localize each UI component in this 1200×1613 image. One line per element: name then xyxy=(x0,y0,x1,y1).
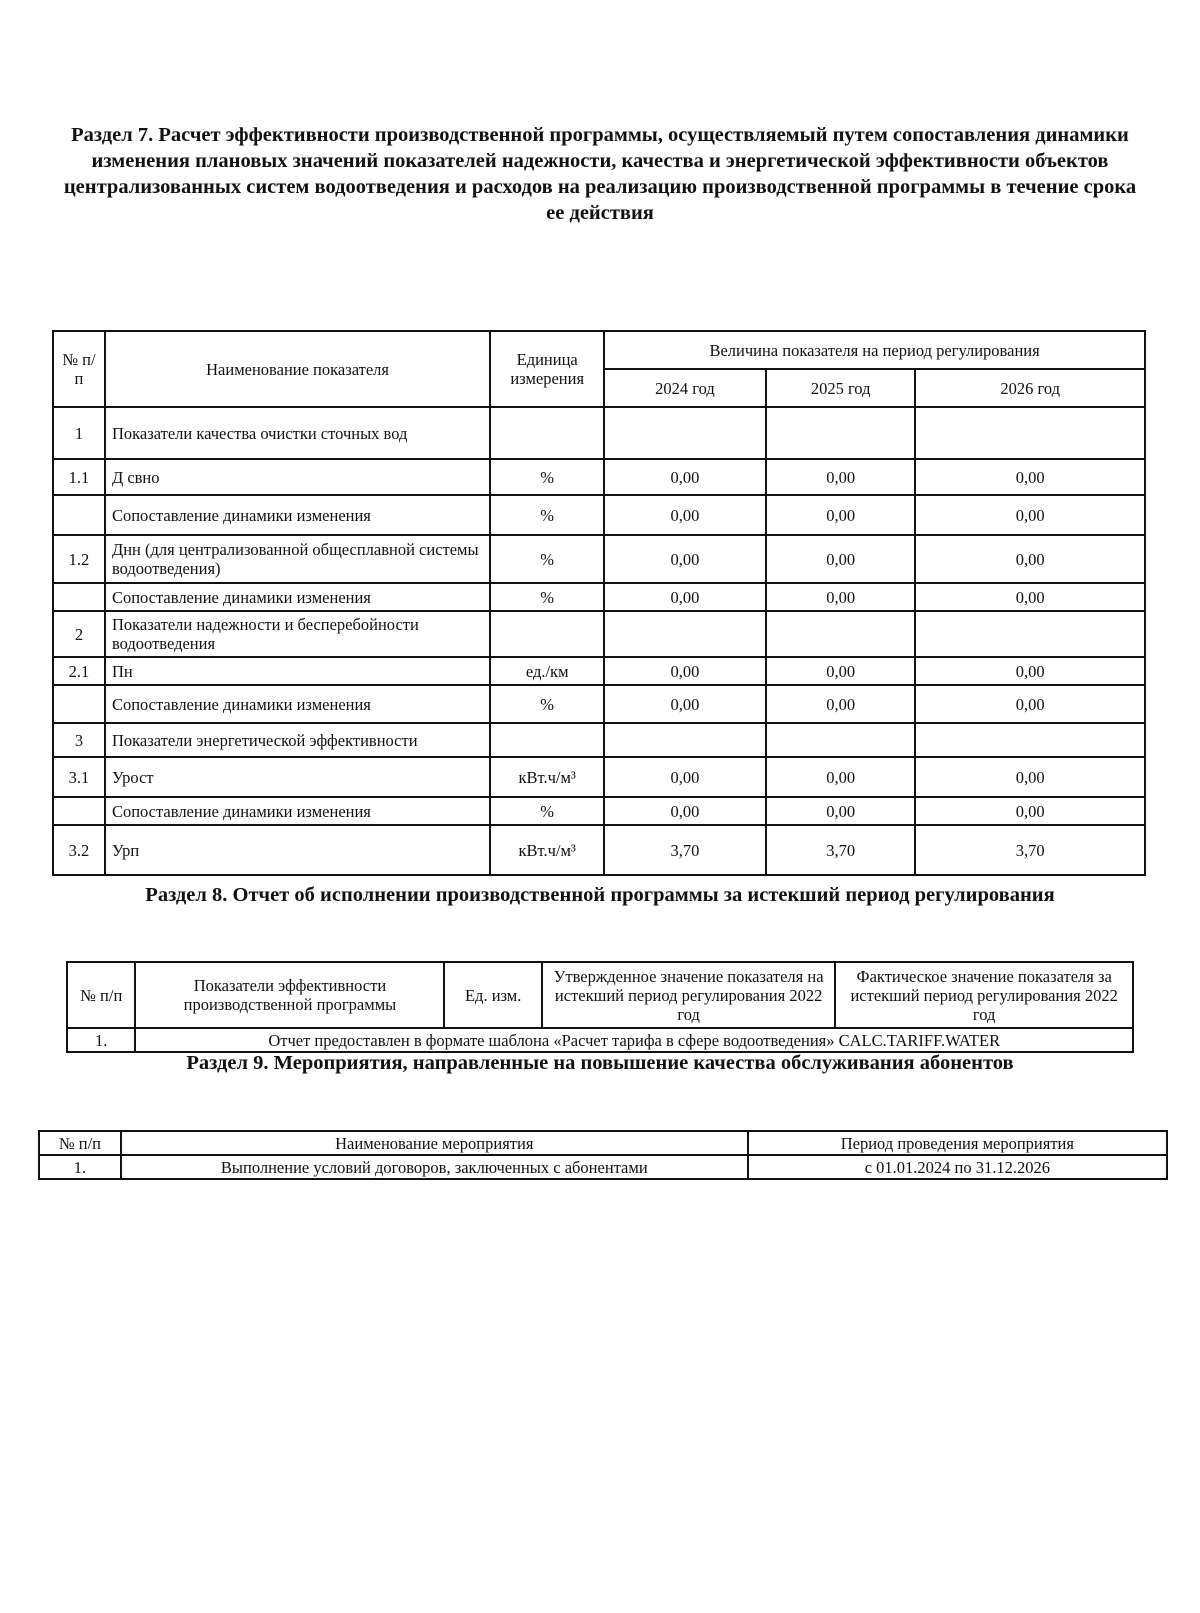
row-unit xyxy=(490,611,604,657)
row-name: Сопоставление динамики изменения xyxy=(105,583,490,611)
row-value-2025: 0,00 xyxy=(766,459,916,495)
row-unit: кВт.ч/м³ xyxy=(490,825,604,875)
row-value-2024 xyxy=(604,611,766,657)
row-value-2024: 0,00 xyxy=(604,459,766,495)
row-unit: % xyxy=(490,459,604,495)
table-row xyxy=(53,495,1145,535)
section7-table xyxy=(52,330,1146,876)
section9-table xyxy=(38,1130,1168,1180)
row-value-2025 xyxy=(766,407,916,459)
row-value-2026: 0,00 xyxy=(915,685,1145,723)
row-num xyxy=(53,495,105,535)
row-name: Днн (для централизованной общесплавной системы водоотведения) xyxy=(105,535,490,583)
row-num xyxy=(53,797,105,825)
row-value-2025: 3,70 xyxy=(766,825,916,875)
row-value-2025 xyxy=(766,723,916,757)
table-row xyxy=(53,685,1145,723)
row-value-2025: 0,00 xyxy=(766,583,916,611)
row-num: 3.1 xyxy=(53,757,105,797)
s8-header-unit: Ед. изм. xyxy=(444,962,541,1028)
row-num: 3.2 xyxy=(53,825,105,875)
row-value-2024: 0,00 xyxy=(604,495,766,535)
row-value-2025: 0,00 xyxy=(766,797,916,825)
row-unit xyxy=(490,723,604,757)
s9-header-name: Наименование мероприятия xyxy=(121,1131,748,1155)
row-value-2024 xyxy=(604,723,766,757)
row-value-2025: 0,00 xyxy=(766,495,916,535)
s8-header-num: № п/п xyxy=(67,962,135,1028)
s9-row-name: Выполнение условий договоров, заключенных с абонентами xyxy=(121,1155,748,1179)
row-value-2024: 0,00 xyxy=(604,757,766,797)
s8-row-text: Отчет предоставлен в формате шаблона «Расчет тарифа в сфере водоотведения» CALC.TARIFF.WATER xyxy=(135,1028,1133,1052)
row-value-2024: 0,00 xyxy=(604,657,766,685)
row-unit: ед./км xyxy=(490,657,604,685)
row-num: 2 xyxy=(53,611,105,657)
row-name: Пн xyxy=(105,657,490,685)
row-value-2026 xyxy=(915,407,1145,459)
header-year-2025: 2025 год xyxy=(766,369,916,407)
s8-header-name: Показатели эффективности производственной программы xyxy=(135,962,444,1028)
s9-header-num: № п/п xyxy=(39,1131,121,1155)
row-num xyxy=(53,685,105,723)
section8-table xyxy=(66,961,1134,1053)
table-row xyxy=(53,459,1145,495)
row-num: 1 xyxy=(53,407,105,459)
row-value-2024: 0,00 xyxy=(604,685,766,723)
row-name: Показатели качества очистки сточных вод xyxy=(105,407,490,459)
row-value-2025: 0,00 xyxy=(766,535,916,583)
table-row xyxy=(53,611,1145,657)
row-name: Сопоставление динамики изменения xyxy=(105,495,490,535)
row-value-2026: 0,00 xyxy=(915,583,1145,611)
row-value-2026: 0,00 xyxy=(915,757,1145,797)
row-num: 1.1 xyxy=(53,459,105,495)
row-unit: кВт.ч/м³ xyxy=(490,757,604,797)
row-num: 3 xyxy=(53,723,105,757)
row-value-2024: 0,00 xyxy=(604,535,766,583)
table-row xyxy=(53,583,1145,611)
row-value-2025 xyxy=(766,611,916,657)
row-value-2024: 0,00 xyxy=(604,583,766,611)
header-year-2024: 2024 год xyxy=(604,369,766,407)
section8-title: Раздел 8. Отчет об исполнении производственной программы за истекший период регулирования xyxy=(145,884,1055,906)
table-row xyxy=(53,535,1145,583)
s8-header-approved: Утвержденное значение показателя на истекший период регулирования 2022 год xyxy=(542,962,835,1028)
row-name: Показатели надежности и бесперебойности водоотведения xyxy=(105,611,490,657)
row-unit: % xyxy=(490,495,604,535)
row-value-2024: 3,70 xyxy=(604,825,766,875)
row-num: 2.1 xyxy=(53,657,105,685)
row-value-2026: 3,70 xyxy=(915,825,1145,875)
header-period: Величина показателя на период регулирования xyxy=(604,331,1145,369)
row-value-2026: 0,00 xyxy=(915,535,1145,583)
row-value-2024 xyxy=(604,407,766,459)
row-name: Д свно xyxy=(105,459,490,495)
row-unit: % xyxy=(490,583,604,611)
row-unit: % xyxy=(490,535,604,583)
row-value-2026: 0,00 xyxy=(915,797,1145,825)
header-num: № п/п xyxy=(53,331,105,407)
header-name: Наименование показателя xyxy=(105,331,490,407)
row-name: Сопоставление динамики изменения xyxy=(105,685,490,723)
table-row xyxy=(53,825,1145,875)
s8-row-num: 1. xyxy=(67,1028,135,1052)
header-year-2026: 2026 год xyxy=(915,369,1145,407)
table-row xyxy=(53,657,1145,685)
table-row xyxy=(53,723,1145,757)
table-row xyxy=(53,757,1145,797)
row-unit xyxy=(490,407,604,459)
row-value-2024: 0,00 xyxy=(604,797,766,825)
row-num xyxy=(53,583,105,611)
section7-title: Раздел 7. Расчет эффективности производственной программы, осуществляемый путем сопоставления динамики изменения плановых значений показателей надежности, качества и энергетической эффективности объектов централизованных систем водоотведения и расходов на реализацию производственной программы в течение срока ее действия xyxy=(63,124,1137,224)
section9-title: Раздел 9. Мероприятия, направленные на повышение качества обслуживания абонентов xyxy=(186,1052,1014,1074)
row-num: 1.2 xyxy=(53,535,105,583)
row-value-2026 xyxy=(915,611,1145,657)
row-value-2025: 0,00 xyxy=(766,657,916,685)
row-name: Показатели энергетической эффективности xyxy=(105,723,490,757)
s9-header-period: Период проведения мероприятия xyxy=(748,1131,1167,1155)
row-name: Урп xyxy=(105,825,490,875)
row-value-2026: 0,00 xyxy=(915,657,1145,685)
row-value-2025: 0,00 xyxy=(766,757,916,797)
row-value-2026: 0,00 xyxy=(915,459,1145,495)
s9-row-period: с 01.01.2024 по 31.12.2026 xyxy=(748,1155,1167,1179)
row-value-2025: 0,00 xyxy=(766,685,916,723)
table-row xyxy=(53,797,1145,825)
row-unit: % xyxy=(490,685,604,723)
table-row xyxy=(53,407,1145,459)
section7-table-body xyxy=(53,407,1145,875)
row-name: Урост xyxy=(105,757,490,797)
s9-row-num: 1. xyxy=(39,1155,121,1179)
s8-header-actual: Фактическое значение показателя за истекший период регулирования 2022 год xyxy=(835,962,1133,1028)
row-name: Сопоставление динамики изменения xyxy=(105,797,490,825)
row-value-2026: 0,00 xyxy=(915,495,1145,535)
row-unit: % xyxy=(490,797,604,825)
row-value-2026 xyxy=(915,723,1145,757)
header-unit: Единица измерения xyxy=(490,331,604,407)
